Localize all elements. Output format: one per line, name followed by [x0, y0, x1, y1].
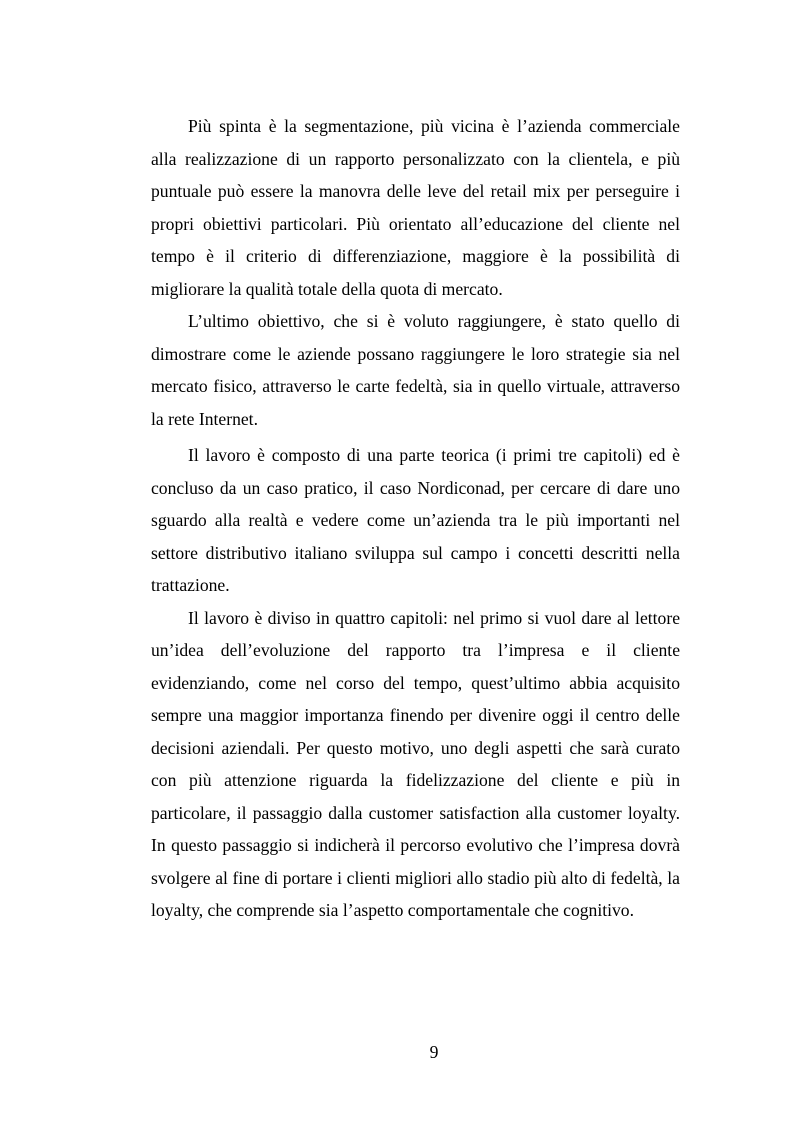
body-text: [151, 110, 680, 927]
page-number: 9: [429, 1042, 439, 1062]
paragraph-chapter-overview: Il lavoro è diviso in quattro capitoli: nel primo si vuol dare al lettore un’idea dell’evoluzione del rapporto tra l’impresa e il cliente evidenziando, come nel corso del tempo, quest’ultimo abbia acquisito sempre una maggior importanza finendo per divenire oggi il centro delle decisioni aziendali. Per questo motivo, uno degli aspetti che sarà curato con più attenzione riguarda la fidelizzazione del cliente e più in particolare, il passaggio dalla customer satisfaction alla customer loyalty. In questo passaggio si indicherà il percorso evolutivo che l’impresa dovrà svolgere al fine di portare i clienti migliori allo stadio più alto di fedeltà, la loyalty, che comprende sia l’aspetto comportamentale che cognitivo.: [151, 607, 680, 920]
paragraph-work-composition: Il lavoro è composto di una parte teorica (i primi tre capitoli) ed è concluso da un caso pratico, il caso Nordiconad, per cercare di dare uno sguardo alla realtà e vedere come un’azienda tra le più importanti nel settore distributivo italiano sviluppa sul campo i concetti descritti nella trattazione.: [151, 445, 680, 595]
paragraph-last-objective: L’ultimo obiettivo, che si è voluto raggiungere, è stato quello di dimostrare come le aziende possano raggiungere le loro strategie sia nel mercato fisico, attraverso le carte fedeltà, sia in quello virtuale, attraverso la rete Internet.: [151, 311, 680, 429]
paragraph-segmentation: Più spinta è la segmentazione, più vicina è l’azienda commerciale alla realizzazione di un rapporto personalizzato con la clientela, e più puntuale può essere la manovra delle leve del retail mix per perseguire i propri obiettivi particolari. Più orientato all’educazione del cliente nel tempo è il criterio di differenziazione, maggiore è la possibilità di migliorare la qualità totale della quota di mercato.: [151, 116, 680, 299]
